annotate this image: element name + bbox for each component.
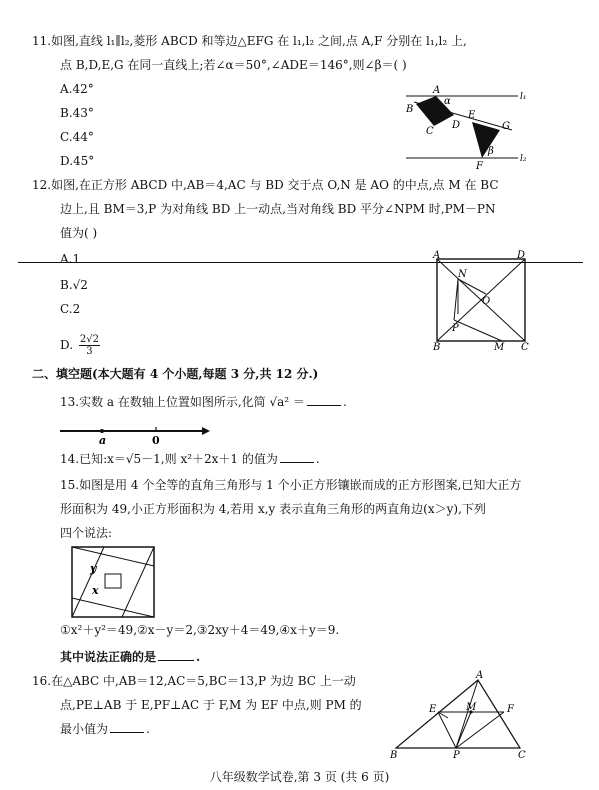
q13-text	[60, 395, 347, 409]
q14-answer-blank	[280, 452, 314, 463]
q14-text-a: 14.已知:x＝√5－1,则 x²＋2x＋1 的值为	[60, 452, 278, 466]
q16-line3-a: 最小值为	[60, 722, 109, 736]
q12-option-b: B.√2	[60, 278, 88, 292]
q11-label-c: C	[426, 126, 434, 137]
q16-label-p: P	[453, 750, 460, 760]
q11-line2: 点 B,D,E,G 在同一直线上;若∠α＝50°,∠ADE＝146°,则∠β＝( )	[60, 58, 407, 72]
q12-label-p: P	[452, 323, 459, 334]
q12-label-m: M	[494, 342, 505, 353]
page-footer: 八年级数学试卷,第 3 页 (共 6 页)	[209, 770, 390, 784]
q16-line1: 16.在△ABC 中,AB＝12,AC＝5,BC＝13,P 为边 BC 上一动	[32, 674, 356, 688]
q12-option-d	[60, 334, 100, 357]
q14-text-b: .	[315, 452, 320, 466]
q11-label-f: F	[476, 161, 483, 172]
q13-text-a: 13.实数 a 在数轴上位置如图所示,化简 √a² ＝	[60, 395, 305, 409]
q15-line2: 形面积为 49,小正方形面积为 4,若用 x,y 表示直角三角形的两直角边(x＞y),下列	[60, 502, 486, 516]
q11-label-d: D	[452, 120, 461, 131]
q16-label-b: B	[390, 750, 398, 760]
q12-option-c: C.2	[60, 302, 81, 316]
q16-answer-blank	[110, 722, 144, 733]
q15-statements: ①x²＋y²＝49,②x－y＝2,③2xy＋4＝49,④x＋y＝9.	[60, 623, 340, 637]
q11-option-b: B.43°	[60, 106, 94, 120]
q16-line3-b: .	[146, 722, 150, 736]
q13-axis-label-a: a	[99, 434, 107, 446]
q15-conclusion-a: 其中说法正确的是	[60, 650, 157, 664]
q11-label-e: E	[468, 110, 476, 121]
q12-line3: 值为( )	[60, 226, 98, 240]
q16-line2: 点,PE⊥AB 于 E,PF⊥AC 于 F,M 为 EF 中点,则 PM 的	[60, 698, 362, 712]
q12-label-n: N	[458, 269, 467, 280]
q11-label-alpha: α	[444, 96, 451, 107]
q13-answer-blank	[307, 395, 341, 406]
q11-option-c: C.44°	[60, 130, 94, 144]
q13-text-b: .	[342, 395, 347, 409]
q11-label-beta: β	[488, 146, 494, 157]
q12-line2: 边上,且 BM＝3,P 为对角线 BD 上一动点,当对角线 BD 平分∠NPM 时,PM－PN	[60, 202, 496, 216]
q11-label-a: A	[433, 85, 441, 96]
q16-line3	[60, 722, 150, 736]
q12-label-d: D	[517, 250, 526, 261]
q13-axis-label-zero: 0	[152, 434, 160, 446]
q15-label-y: y	[90, 562, 97, 575]
section2-title: 二、填空题(本大题有 4 个小题,每题 3 分,共 12 分.)	[32, 367, 319, 381]
q12-label-a: A	[433, 250, 441, 261]
q12-label-b: B	[433, 342, 441, 353]
q12-line1: 12.如图,在正方形 ABCD 中,AB＝4,AC 与 BD 交于点 O,N 是 AO 的中点,点 M 在 BC	[32, 178, 499, 192]
q16-label-c: C	[518, 750, 526, 760]
q11-option-d: D.45°	[60, 154, 95, 168]
q16-label-m: M	[466, 702, 477, 713]
q11-label-l2: l₂	[520, 154, 527, 164]
q14-text	[60, 452, 320, 466]
q12-option-d-denominator: 3	[86, 346, 93, 357]
q16-label-e: E	[429, 704, 437, 715]
q15-conclusion-b: .	[196, 650, 201, 664]
q12-label-o: O	[482, 296, 491, 307]
q15-label-x: x	[92, 584, 99, 597]
q12-option-a: A.1	[60, 252, 81, 266]
q12-label-c: C	[521, 342, 529, 353]
q15-conclusion	[60, 650, 200, 664]
q16-figure	[386, 668, 536, 760]
q11-label-b: B	[406, 104, 414, 115]
q16-label-a: A	[476, 670, 484, 681]
q12-option-d-prefix: D.	[60, 338, 74, 352]
q11-option-a: A.42°	[60, 82, 94, 96]
q15-line1: 15.如图是用 4 个全等的直角三角形与 1 个小正方形镶嵌而成的正方形图案,已知大正方	[60, 478, 522, 492]
q15-line3: 四个说法:	[60, 526, 113, 540]
q11-label-g: G	[502, 121, 510, 132]
q11-label-l1: l₁	[520, 92, 527, 102]
q16-label-f: F	[507, 704, 514, 715]
q15-answer-blank	[158, 650, 194, 661]
q13-number-line	[60, 422, 210, 446]
q15-figure	[68, 544, 158, 620]
q11-line1: 11.如图,直线 l₁∥l₂,菱形 ABCD 和等边△EFG 在 l₁,l₂ 之间,点 A,F 分别在 l₁,l₂ 上,	[32, 34, 467, 48]
q12-figure	[428, 250, 538, 354]
q11-figure	[400, 82, 540, 172]
q12-option-d-numerator: 2√2	[79, 334, 99, 345]
